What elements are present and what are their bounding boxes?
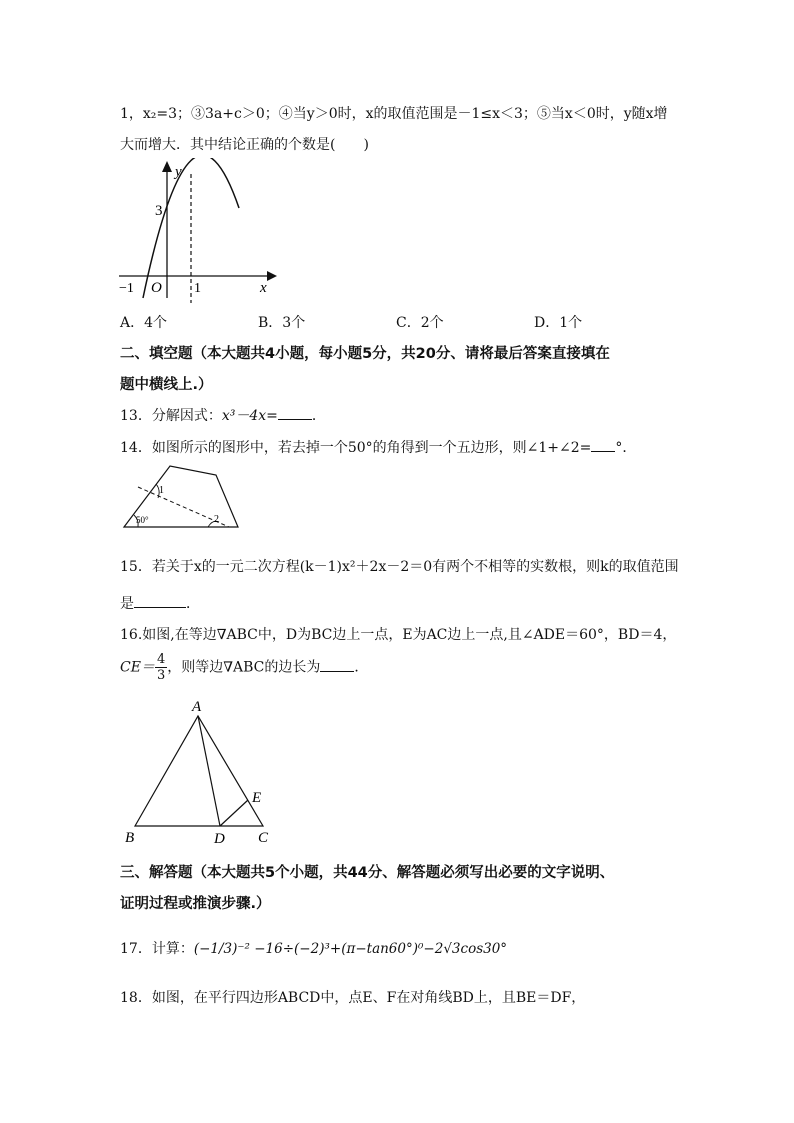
q16-line2-suffix: ，则等边∇ABC的边长为: [167, 659, 321, 676]
q16-ce-prefix: CE＝: [120, 659, 155, 676]
section2-heading-line1: 二、填空题（本大题共4小题，每小题5分，共20分、请将最后答案直接填在: [120, 346, 610, 362]
section3-heading-line2: 证明过程或推演步骤.）: [120, 896, 271, 912]
section3-heading-line1: 三、解答题（本大题共5个小题，共44分、解答题必须写出必要的文字说明、: [120, 865, 615, 881]
q15-line2-prefix: 是: [120, 596, 134, 612]
q14-quadrilateral-figure: [118, 460, 248, 532]
q13-expression: x³－4x=: [221, 408, 278, 424]
q14-label-2: 2: [214, 514, 219, 525]
label-d: D: [214, 831, 225, 847]
q13: [120, 405, 326, 425]
q14-suffix: °．: [615, 440, 637, 456]
label-neg1: −1: [119, 281, 134, 296]
q14: [120, 437, 636, 457]
x-axis-arrow-icon: [267, 271, 277, 281]
label-y: y: [175, 164, 182, 180]
parabola-curve: [143, 158, 239, 298]
q17: [120, 938, 507, 958]
q14-label-1: 1: [159, 485, 164, 496]
q15-answer-blank[interactable]: [134, 593, 186, 608]
y-axis-arrow-icon: [162, 161, 172, 172]
label-e: E: [252, 790, 262, 806]
q16-fraction-numerator: 4: [156, 652, 166, 667]
section2-heading-line2: 题中横线上.）: [120, 377, 213, 393]
q14-answer-blank[interactable]: [591, 437, 615, 452]
triangle-abc: [135, 716, 263, 826]
q13-answer-blank[interactable]: [278, 405, 312, 420]
q16-line2: [120, 652, 368, 683]
q13-prefix: 13．分解因式：: [120, 408, 222, 424]
q12-option-b[interactable]: B．3个: [258, 315, 306, 331]
q12-option-a[interactable]: A．4个: [120, 315, 168, 331]
label-x: x: [260, 280, 267, 296]
q12-text-line1: 1，x₂=3；③3a+c＞0；④当y＞0时，x的取值范围是－1≤x＜3；⑤当x＜0时，y随x增: [120, 106, 668, 122]
segment-de: [220, 800, 248, 826]
q16-fraction: [155, 652, 167, 683]
q15-line2-suffix: ．: [186, 596, 200, 612]
q12-text-line2: 大而增大．其中结论正确的个数是( ): [120, 137, 369, 153]
segment-ad: [198, 716, 220, 826]
q15-line1: 15．若关于x的一元二次方程(k－1)x²＋2x－2＝0有两个不相等的实数根，则k的取值范围: [120, 559, 679, 575]
label-1: 1: [194, 281, 201, 296]
q17-expression: (−1/3)⁻² −16÷(−2)³+(π−tan60°)⁰−2√3cos30°: [193, 941, 508, 957]
label-c: C: [258, 830, 269, 846]
q16-triangle-figure: [120, 696, 280, 848]
label-3: 3: [155, 203, 163, 219]
label-origin: O: [151, 280, 162, 296]
label-a: A: [192, 699, 202, 715]
q12-option-d[interactable]: D．1个: [534, 315, 583, 331]
q16-end: ．: [354, 659, 369, 676]
q12-parabola-graph: [115, 158, 280, 303]
q17-prefix: 17．计算：: [120, 941, 194, 957]
q12-option-c[interactable]: C．2个: [396, 315, 444, 331]
q16-answer-blank[interactable]: [320, 657, 354, 672]
q16-fraction-denominator: 3: [156, 668, 166, 683]
q14-label-50: 50°: [136, 515, 149, 525]
q18-text: 18．如图，在平行四边形ABCD中，点E、F在对角线BD上，且BE＝DF，: [120, 990, 586, 1006]
q14-text: 14．如图所示的图形中，若去掉一个50°的角得到一个五边形，则∠1+∠2=: [120, 440, 592, 456]
q13-suffix: ．: [311, 408, 326, 424]
label-b: B: [125, 830, 135, 846]
q16-line1: 16.如图,在等边∇ABC中，D为BC边上一点，E为AC边上一点,且∠ADE＝60°，BD＝4，: [120, 627, 677, 643]
q15-line2: [120, 593, 200, 613]
